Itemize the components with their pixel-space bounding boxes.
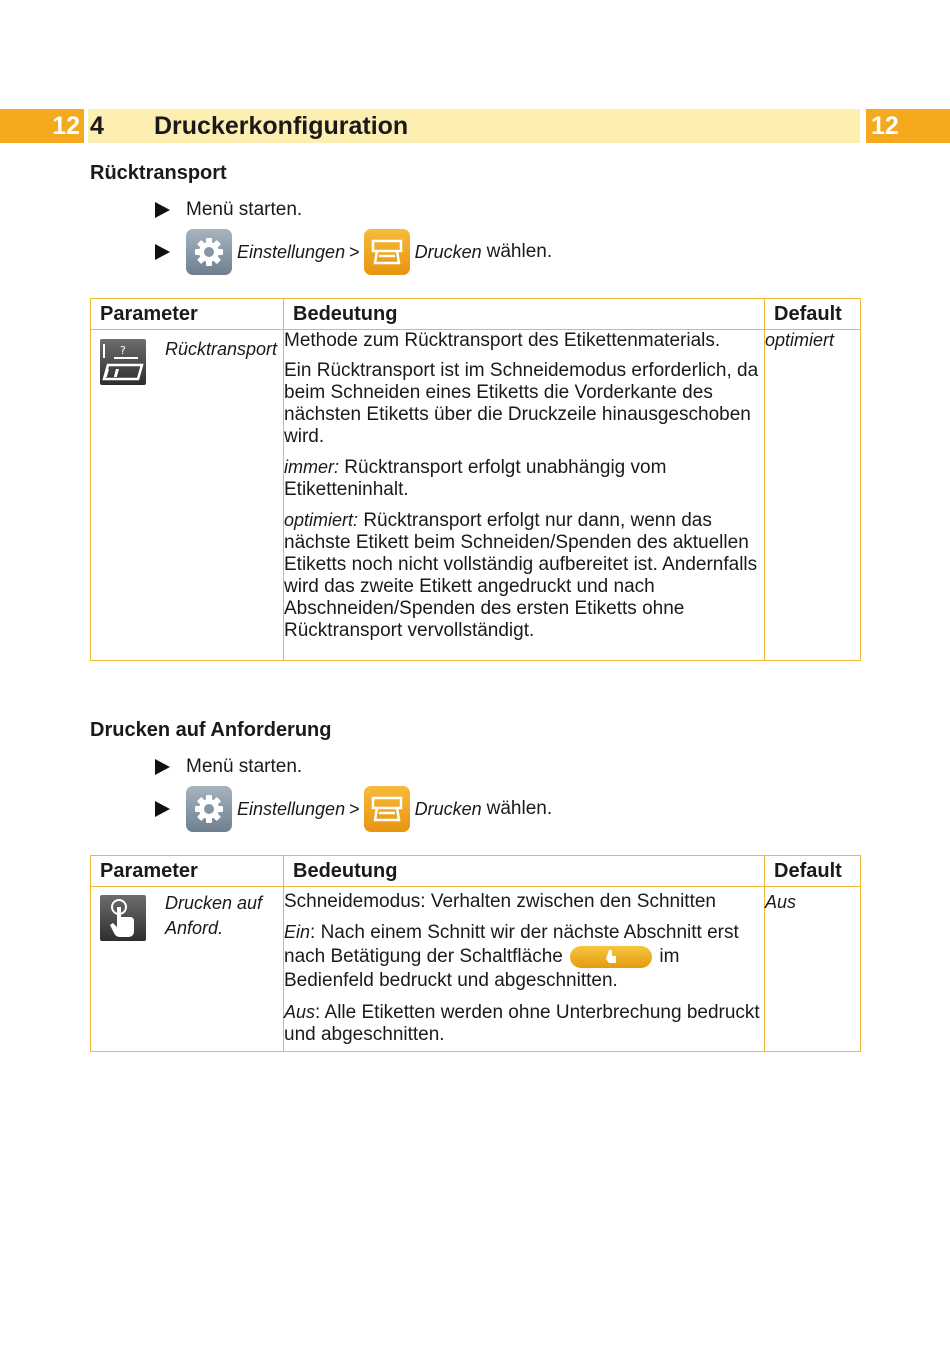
step-suffix: wählen. bbox=[486, 798, 553, 819]
path-separator: > bbox=[349, 241, 360, 262]
step-text: Menü starten. bbox=[186, 199, 303, 220]
parameter-cell bbox=[91, 330, 284, 661]
column-header-default: Default bbox=[765, 299, 861, 330]
parameter-name bbox=[165, 891, 262, 941]
option-label-optimiert: optimiert: bbox=[284, 510, 359, 530]
option-text-aus: : Alle Etiketten werden ohne Unterbrechung bedruckt und abgeschnitten. bbox=[284, 1002, 760, 1045]
column-header-bedeutung: Bedeutung bbox=[284, 856, 765, 887]
table-row bbox=[91, 887, 861, 1052]
option-text-immer: Rücktransport erfolgt unabhängig vom Etiketteninhalt. bbox=[284, 457, 667, 500]
path-settings-label: Einstellungen bbox=[237, 241, 346, 262]
path-print-label: Drucken bbox=[414, 241, 482, 262]
page-number-right: 12 bbox=[866, 109, 950, 143]
option-label-ein: Ein bbox=[284, 922, 311, 942]
column-header-parameter: Parameter bbox=[91, 856, 284, 887]
description-cell bbox=[284, 887, 765, 1052]
touch-hand-icon bbox=[100, 895, 146, 941]
section-title-ruecktransport: Rücktransport bbox=[90, 162, 227, 184]
parameter-name-line1: Drucken auf bbox=[165, 893, 263, 913]
bullet-triangle-icon bbox=[155, 202, 170, 218]
step-text: Menü starten. bbox=[186, 756, 303, 777]
parameter-table-ruecktransport bbox=[90, 298, 861, 661]
bullet-triangle-icon bbox=[155, 759, 170, 775]
step-menu-start bbox=[155, 199, 302, 221]
description-paragraph bbox=[284, 1001, 764, 1046]
description-paragraph: Ein Rücktransport ist im Schneidemodus erforderlich, da beim Schneiden eines Etiketts die Vorderkante des nächsten Etiketts über die Druckzeile hinausgeschoben wird. bbox=[284, 360, 759, 447]
path-settings-label: Einstellungen bbox=[237, 798, 346, 819]
column-header-parameter: Parameter bbox=[91, 299, 284, 330]
parameter-table-drucken-auf-anforderung bbox=[90, 855, 861, 1052]
option-label-immer: immer: bbox=[284, 457, 339, 477]
print-settings-icon[interactable] bbox=[364, 786, 410, 832]
step-navigate bbox=[155, 229, 552, 275]
chapter-number: 4 bbox=[90, 112, 104, 140]
path-print-label: Drucken bbox=[414, 798, 482, 819]
default-cell: optimiert bbox=[765, 330, 861, 661]
table-row bbox=[91, 330, 861, 661]
chapter-header bbox=[88, 109, 860, 143]
settings-gear-icon[interactable] bbox=[186, 229, 232, 275]
option-text-ein-after: im Bedienfeld bedruckt und abgeschnitten. bbox=[284, 946, 680, 991]
bullet-triangle-icon bbox=[155, 244, 170, 260]
description-paragraph bbox=[284, 509, 764, 642]
bullet-triangle-icon bbox=[155, 801, 170, 817]
step-suffix: wählen. bbox=[486, 241, 553, 262]
description-paragraph: Methode zum Rücktransport des Etikettenmaterials. bbox=[284, 330, 721, 351]
print-settings-icon[interactable] bbox=[364, 229, 410, 275]
option-text-ein: : Nach einem Schnitt wir der nächste Abschnitt erst nach Betätigung der Schaltfläche bbox=[284, 922, 739, 967]
parameter-name: Rücktransport bbox=[165, 339, 278, 359]
chapter-title: Druckerkonfiguration bbox=[154, 112, 409, 140]
step-menu-start bbox=[155, 756, 302, 778]
option-label-aus: Aus bbox=[284, 1002, 316, 1022]
feed-button-icon bbox=[570, 946, 652, 968]
settings-gear-icon[interactable] bbox=[186, 786, 232, 832]
description-paragraph bbox=[284, 456, 764, 501]
step-navigate bbox=[155, 786, 552, 832]
path-separator: > bbox=[349, 798, 360, 819]
label-feed-icon bbox=[100, 339, 146, 385]
column-header-default: Default bbox=[765, 856, 861, 887]
svg-text:?: ? bbox=[120, 344, 126, 357]
parameter-name-line2: Anford. bbox=[165, 918, 224, 938]
page-number-left: 12 bbox=[0, 109, 84, 143]
column-header-bedeutung: Bedeutung bbox=[284, 299, 765, 330]
description-paragraph bbox=[284, 920, 764, 993]
description-intro: Schneidemodus: Verhalten zwischen den Schnitten bbox=[284, 891, 716, 912]
option-text-optimiert: Rücktransport erfolgt nur dann, wenn das nächste Etikett beim Schneiden/Spenden des aktuellen Etiketts noch nicht vollständig aufbereitet ist. Andernfalls wird das zweite Etikett angedruckt und nach Abschneiden/Spenden des ersten Etiketts ohne Rücktransport vervollständigt. bbox=[284, 510, 758, 641]
description-cell bbox=[284, 330, 765, 661]
section-title-drucken-auf-anforderung: Drucken auf Anforderung bbox=[90, 719, 332, 741]
parameter-cell bbox=[91, 887, 284, 1052]
default-cell: Aus bbox=[765, 887, 861, 1052]
